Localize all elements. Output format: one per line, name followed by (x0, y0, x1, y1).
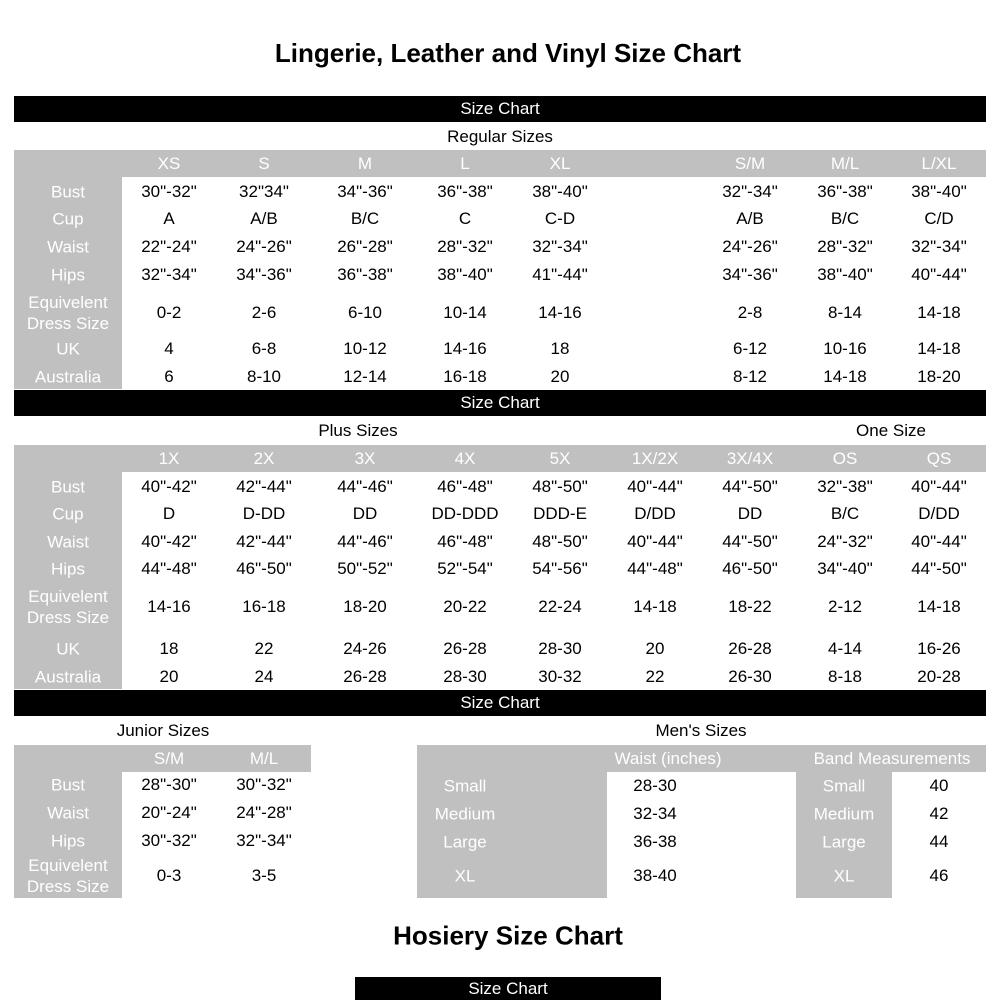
plus-cell: 32"-38" (817, 477, 873, 496)
regular-cell: 28"-32" (437, 237, 493, 256)
regular-cell: 30"-32" (141, 182, 197, 201)
regular-cell: 38"-40" (437, 265, 493, 284)
plus-cell: 44"-50" (722, 477, 778, 496)
plus-row-label-5: UK (56, 639, 80, 659)
plus-row-label-6: Australia (34, 667, 102, 687)
regular-cell: 34"-36" (722, 265, 778, 284)
plus-cell: DD (352, 504, 378, 523)
plus-cell: 28-30 (443, 667, 487, 686)
regular-cell: 40"-44" (911, 265, 967, 284)
plus-cell: D/DD (634, 504, 676, 523)
regular-cell: 26"-28" (337, 237, 393, 256)
page-title: Lingerie, Leather and Vinyl Size Chart (274, 38, 742, 68)
regular-cell: 28"-32" (817, 237, 873, 256)
regular-cell: 41"-44" (532, 265, 588, 284)
regular-cell: 24"-26" (722, 237, 778, 256)
plus-cell: 40"-42" (141, 532, 197, 551)
regular-header-1: S (258, 154, 270, 173)
plus-cell: 46"-48" (437, 532, 493, 551)
plus-row-label-2: Waist (47, 532, 89, 552)
junior-row-label-2: Hips (50, 831, 86, 851)
junior-cell: 20"-24" (141, 803, 197, 822)
plus-cell: 24-26 (343, 639, 387, 658)
regular-cell: A/B (250, 209, 278, 228)
plus-cell: 44"-46" (337, 477, 393, 496)
plus-cell: 14-16 (147, 597, 191, 616)
mens-waist-cell: 38-40 (633, 866, 677, 885)
regular-row-label-0: Bust (50, 182, 86, 202)
plus-cell: D-DD (242, 504, 286, 523)
plus-cell: 28-30 (538, 639, 582, 658)
plus-cell: 44"-48" (141, 559, 197, 578)
junior-cell: 3-5 (251, 866, 277, 885)
regular-row-label-1: Cup (52, 209, 84, 229)
regular-row-label-6: Australia (34, 367, 102, 387)
plus-cell: 48"-50" (532, 532, 588, 551)
regular-cell: 8-14 (827, 303, 863, 322)
regular-sizes-subtitle: Regular Sizes (447, 127, 553, 146)
plus-cell: 40"-44" (627, 532, 683, 551)
regular-cell: 38"-40" (911, 182, 967, 201)
plus-cell: 20-22 (443, 597, 487, 616)
mens-band-header: Band Measurements (813, 749, 971, 768)
regular-cell: 32"-34" (532, 237, 588, 256)
regular-cell: 38"-40" (817, 265, 873, 284)
regular-cell: 6 (164, 367, 174, 386)
regular-header-7: L/XL (921, 154, 957, 173)
hosiery-size-chart-bar: Size Chart (355, 977, 661, 1000)
regular-cell: 32"34" (239, 182, 289, 201)
regular-cell: 36"-38" (437, 182, 493, 201)
regular-cell: 14-16 (538, 303, 582, 322)
regular-cell: 24"-26" (236, 237, 292, 256)
regular-cell: 4 (164, 339, 174, 358)
plus-header-7: OS (832, 449, 858, 468)
regular-cell: 14-18 (823, 367, 867, 386)
regular-cell: 32"-34" (141, 265, 197, 284)
regular-cell: 0-2 (156, 303, 182, 322)
plus-cell: 44"-50" (911, 559, 967, 578)
mens-waist-cell: 32-34 (633, 804, 677, 823)
plus-cell: D/DD (918, 504, 960, 523)
regular-cell: 6-8 (251, 339, 277, 358)
plus-cell: 16-26 (917, 639, 961, 658)
regular-row-label-4: Equivelent Dress Size (26, 292, 110, 333)
regular-cell: C (458, 209, 472, 228)
mens-waist-row-label-1: Medium (434, 804, 496, 824)
regular-cell: B/C (830, 209, 860, 228)
regular-cell: 6-10 (347, 303, 383, 322)
plus-cell: D (162, 504, 176, 523)
plus-cell: 18 (159, 639, 179, 658)
regular-cell: 2-8 (737, 303, 763, 322)
mens-band-cell: 42 (929, 804, 949, 823)
junior-cell: 28"-30" (141, 775, 197, 794)
regular-cell: 14-16 (443, 339, 487, 358)
plus-cell: 22 (645, 667, 665, 686)
plus-cell: 46"-48" (437, 477, 493, 496)
one-size-subtitle: One Size (856, 421, 926, 440)
regular-cell: 16-18 (443, 367, 487, 386)
plus-row-label-0: Bust (50, 477, 86, 497)
plus-cell: 2-12 (827, 597, 863, 616)
regular-row-label-5: UK (56, 339, 80, 359)
plus-sizes-subtitle: Plus Sizes (318, 421, 398, 440)
plus-cell: 50"-52" (337, 559, 393, 578)
regular-cell: 10-12 (343, 339, 387, 358)
regular-cell: 18-20 (917, 367, 961, 386)
plus-cell: 24"-32" (817, 532, 873, 551)
plus-cell: 22-24 (538, 597, 582, 616)
regular-cell: 10-14 (443, 303, 487, 322)
plus-cell: 26-28 (343, 667, 387, 686)
mens-band-row-label-2: Large (822, 832, 866, 852)
regular-row-label-2: Waist (47, 237, 89, 257)
plus-cell: 46"-50" (236, 559, 292, 578)
plus-cell: 20-28 (917, 667, 961, 686)
regular-cell: 38"-40" (532, 182, 588, 201)
junior-header-1: M/L (249, 749, 279, 768)
size-chart-bar-3: Size Chart (14, 690, 986, 716)
plus-cell: 24 (254, 667, 274, 686)
regular-header-6: M/L (830, 154, 860, 173)
junior-sizes-subtitle: Junior Sizes (116, 721, 210, 740)
regular-header-4: XL (549, 154, 571, 173)
plus-row-label-4: Equivelent Dress Size (26, 586, 110, 627)
plus-cell: 14-18 (633, 597, 677, 616)
plus-cell: 42"-44" (236, 477, 292, 496)
junior-cell: 24"-28" (236, 803, 292, 822)
plus-header-1: 2X (253, 449, 275, 468)
mens-band-cell: 40 (929, 776, 949, 795)
regular-cell: 32"-34" (911, 237, 967, 256)
plus-cell: 40"-44" (911, 477, 967, 496)
regular-header-5: S/M (734, 154, 766, 173)
regular-cell: A (163, 209, 175, 228)
plus-header-8: QS (926, 449, 952, 468)
mens-waist-cell: 36-38 (633, 832, 677, 851)
plus-cell: 44"-50" (722, 532, 778, 551)
regular-row-label-3: Hips (50, 265, 86, 285)
plus-cell: 14-18 (917, 597, 961, 616)
regular-cell: 34"-36" (236, 265, 292, 284)
regular-header-0: XS (157, 154, 181, 173)
plus-header-5: 1X/2X (631, 449, 679, 468)
junior-row-label-3: Equivelent Dress Size (26, 855, 110, 896)
mens-waist-row-label-0: Small (443, 776, 487, 796)
mens-band-row-label-3: XL (833, 866, 855, 886)
plus-cell: 18-22 (728, 597, 772, 616)
regular-cell: B/C (350, 209, 380, 228)
plus-cell: 40"-44" (627, 477, 683, 496)
plus-cell: 42"-44" (236, 532, 292, 551)
mens-waist-row-label-2: Large (443, 832, 487, 852)
plus-cell: 44"-46" (337, 532, 393, 551)
regular-cell: 14-18 (917, 303, 961, 322)
plus-cell: 52"-54" (437, 559, 493, 578)
regular-cell: 32"-34" (722, 182, 778, 201)
plus-header-0: 1X (158, 449, 180, 468)
plus-row-label-3: Hips (50, 559, 86, 579)
plus-cell: 40"-42" (141, 477, 197, 496)
plus-cell: B/C (830, 504, 860, 523)
plus-cell: 26-30 (728, 667, 772, 686)
regular-cell: 36"-38" (337, 265, 393, 284)
regular-cell: C-D (544, 209, 576, 228)
plus-header-3: 4X (454, 449, 476, 468)
plus-cell: 22 (254, 639, 274, 658)
junior-cell: 0-3 (156, 866, 182, 885)
hosiery-title: Hosiery Size Chart (393, 920, 623, 951)
regular-cell: 34"-36" (337, 182, 393, 201)
plus-cell: 20 (159, 667, 179, 686)
plus-cell: 30-32 (538, 667, 582, 686)
regular-cell: 14-18 (917, 339, 961, 358)
plus-cell: 48"-50" (532, 477, 588, 496)
size-chart-bar-1: Size Chart (14, 96, 986, 122)
regular-header-3: L (460, 154, 470, 173)
junior-cell: 30"-32" (236, 775, 292, 794)
junior-cell: 30"-32" (141, 831, 197, 850)
junior-row-label-0: Bust (50, 775, 86, 795)
plus-header-2: 3X (354, 449, 376, 468)
plus-cell: DD-DDD (431, 504, 499, 523)
junior-row-label-1: Waist (47, 803, 89, 823)
regular-cell: 20 (550, 367, 570, 386)
mens-waist-header: Waist (inches) (614, 749, 722, 768)
plus-cell: 34"-40" (817, 559, 873, 578)
mens-waist-cell: 28-30 (633, 776, 677, 795)
mens-band-row-label-1: Medium (813, 804, 875, 824)
regular-cell: 8-12 (732, 367, 768, 386)
plus-cell: 8-18 (827, 667, 863, 686)
regular-cell: 6-12 (732, 339, 768, 358)
plus-cell: DDD-E (533, 504, 587, 523)
junior-header-0: S/M (153, 749, 185, 768)
regular-cell: C/D (924, 209, 954, 228)
mens-waist-row-label-3: XL (454, 866, 476, 886)
plus-cell: 26-28 (728, 639, 772, 658)
regular-cell: 18 (550, 339, 570, 358)
plus-cell: 40"-44" (911, 532, 967, 551)
plus-cell: 54"-56" (532, 559, 588, 578)
regular-cell: 12-14 (343, 367, 387, 386)
plus-cell: 44"-48" (627, 559, 683, 578)
regular-cell: 2-6 (251, 303, 277, 322)
regular-cell: A/B (736, 209, 764, 228)
plus-cell: 46"-50" (722, 559, 778, 578)
plus-header-4: 5X (549, 449, 571, 468)
mens-band-cell: 46 (929, 866, 949, 885)
regular-cell: 10-16 (823, 339, 867, 358)
plus-header-6: 3X/4X (726, 449, 774, 468)
plus-cell: 26-28 (443, 639, 487, 658)
junior-cell: 32"-34" (236, 831, 292, 850)
regular-cell: 36"-38" (817, 182, 873, 201)
plus-cell: 16-18 (242, 597, 286, 616)
mens-band-cell: 44 (929, 832, 949, 851)
plus-cell: 4-14 (827, 639, 863, 658)
mens-sizes-subtitle: Men's Sizes (655, 721, 747, 740)
regular-cell: 22"-24" (141, 237, 197, 256)
regular-cell: 8-10 (246, 367, 282, 386)
regular-header-2: M (357, 154, 373, 173)
size-chart-bar-2: Size Chart (14, 390, 986, 416)
plus-row-label-1: Cup (52, 504, 84, 524)
plus-cell: DD (737, 504, 763, 523)
plus-cell: 20 (645, 639, 665, 658)
mens-band-row-label-0: Small (822, 776, 866, 796)
plus-cell: 18-20 (343, 597, 387, 616)
